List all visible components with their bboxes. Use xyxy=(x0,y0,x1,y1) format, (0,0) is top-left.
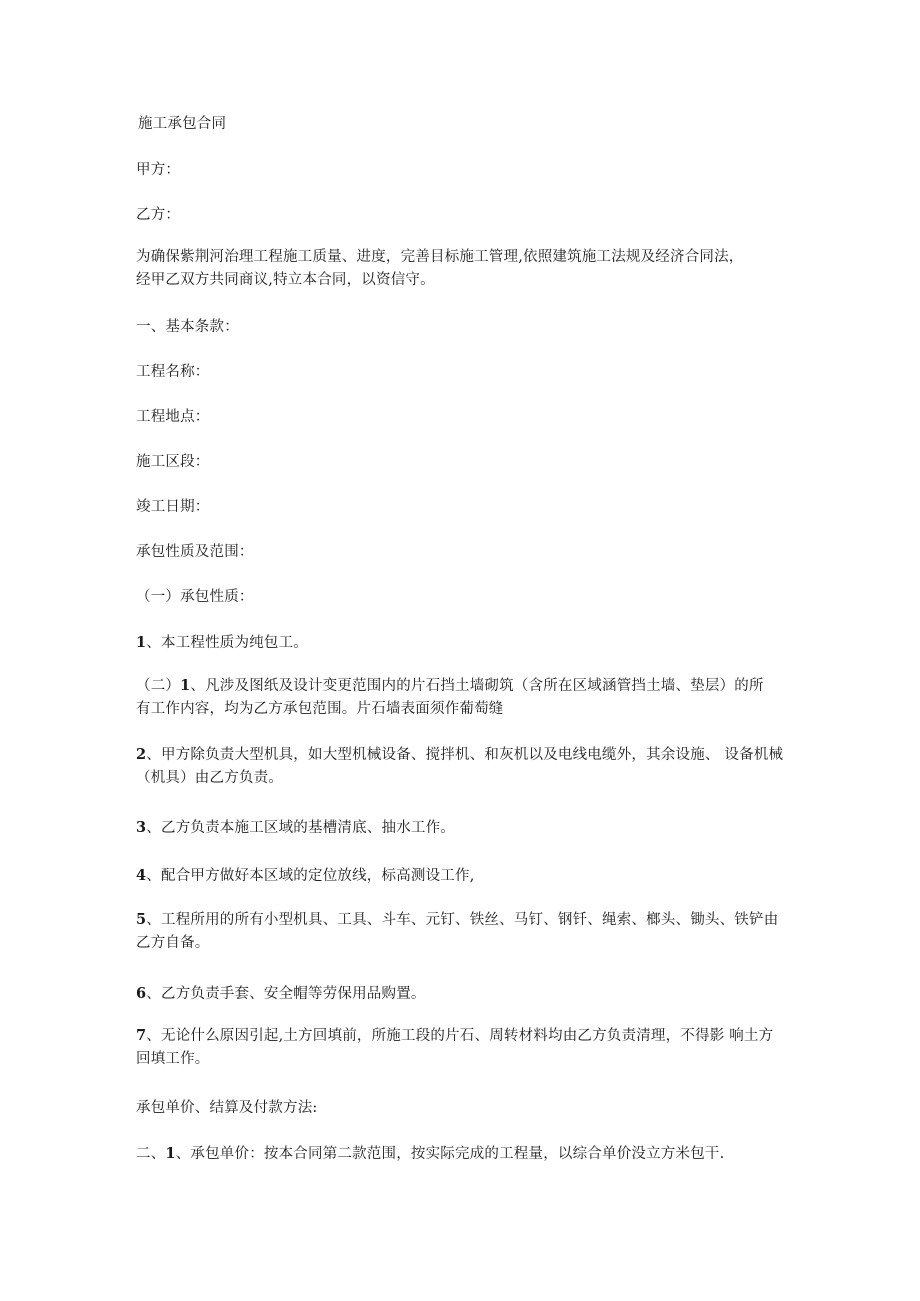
item-4 xyxy=(136,864,786,888)
item-2-number: 2 xyxy=(136,746,147,763)
project-location-field: 工程地点： xyxy=(136,409,210,425)
item-7-text: 、无论什么原因引起,土方回填前，所施工段的片石、周转材料均由乙方负责清理，不得影 响土方回填工作。 xyxy=(136,1028,774,1067)
scope-item-1-text: 、凡涉及图纸及设计变更范围内的片石挡土墙砌筑（含所在区域涵管挡土墙、垫层）的所有工作内容，均为乙方承包范围。片石墙表面须作葡萄缝 xyxy=(136,678,764,717)
section2-item-1-number: 1 xyxy=(165,1145,176,1162)
item-4-text: 、配合甲方做好本区域的定位放线，标高测设工作, xyxy=(146,868,475,884)
item-4-number: 4 xyxy=(136,867,147,884)
section1-heading: 一、基本条款： xyxy=(136,319,239,335)
preamble-paragraph: 为确保紫荆河治理工程施工质量、进度，完善目标施工管理,依照建筑施工法规及经济合同法，经甲乙双方共同商议,特立本合同，以资信守。 xyxy=(136,249,744,288)
item-6 xyxy=(136,982,786,1006)
party-b-label: 乙方： xyxy=(136,207,181,223)
scope-heading: 承包性质及范围： xyxy=(136,544,254,560)
scope-prefix: （二） xyxy=(136,678,181,694)
item-2-text: 、甲方除负责大型机具，如大型机械设备、搅拌机、和灰机以及电线电缆外，其余设施、 设备机械（机具）由乙方负责。 xyxy=(136,747,784,786)
item-5-number: 5 xyxy=(136,911,147,928)
section2-prefix: 二、 xyxy=(136,1146,166,1162)
item-6-text: 、乙方负责手套、安全帽等劳保用品购置。 xyxy=(146,986,426,1002)
completion-date-field: 竣工日期： xyxy=(136,499,210,515)
scope-item-1 xyxy=(136,674,776,721)
item-7-number: 7 xyxy=(136,1027,147,1044)
item-6-number: 6 xyxy=(136,985,147,1002)
item-5-text: 、工程所用的所有小型机具、工具、斗车、元钉、铁丝、马钉、钢钎、绳索、榔头、锄头、铁铲由乙方自备。 xyxy=(136,912,779,951)
section2-item-1 xyxy=(136,1142,786,1166)
item-1 xyxy=(136,631,786,655)
construction-section-field: 施工区段： xyxy=(136,454,210,470)
party-a-label: 甲方： xyxy=(136,162,181,178)
item-3-number: 3 xyxy=(136,819,147,836)
price-heading: 承包单价、结算及付款方法: xyxy=(136,1100,318,1116)
item-3-text: 、乙方负责本施工区域的基槽清底、抽水工作。 xyxy=(146,820,455,836)
item-5 xyxy=(136,908,786,955)
item-7 xyxy=(136,1024,786,1071)
nature-heading: （一）承包性质： xyxy=(136,589,254,605)
item-2 xyxy=(136,743,786,790)
project-name-field: 工程名称： xyxy=(136,364,210,380)
section2-item-1-text: 、承包单价：按本合同第二款范围，按实际完成的工程量，以综合单价没立方米包干. xyxy=(175,1146,725,1162)
item-3 xyxy=(136,816,786,840)
item-1-number: 1 xyxy=(136,634,147,651)
document-title: 施工承包合同 xyxy=(138,116,227,132)
scope-item-1-number: 1 xyxy=(180,677,191,694)
item-1-text: 、本工程性质为纯包工。 xyxy=(146,635,308,651)
